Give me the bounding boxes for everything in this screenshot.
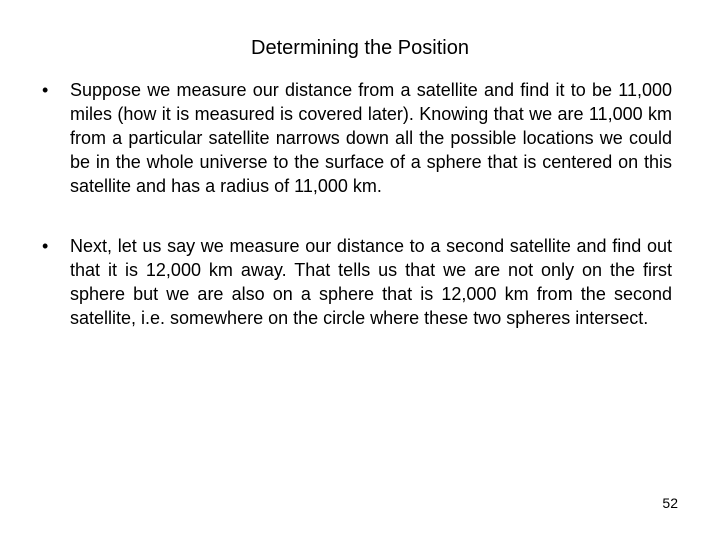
bullet-text-2: Next, let us say we measure our distance to a second satellite and find out that it is 12,000 km away. That tells us that we are not only on the first sphere but we are also on a sphere that is 12,000 km from the second satellite, i.e. somewhere on the circle where these two spheres intersect.: [70, 236, 672, 328]
bullet-item-2: [42, 234, 672, 330]
page-number: 52: [662, 495, 678, 511]
bullet-text-1: Suppose we measure our distance from a satellite and find it to be 11,000 miles (how it is measured is covered later). Knowing that we are 11,000 km from a particular satellite narrows down all the possible locations we could be in the whole universe to the surface of a sphere that is centered on this satellite and has a radius of 11,000 km.: [70, 80, 672, 196]
bullet-item-1: [42, 78, 672, 198]
bullet-marker-icon: •: [42, 236, 49, 256]
bullet-marker-icon: •: [42, 80, 49, 100]
slide-title: Determining the Position: [251, 37, 469, 59]
bullet-list: [42, 78, 672, 330]
